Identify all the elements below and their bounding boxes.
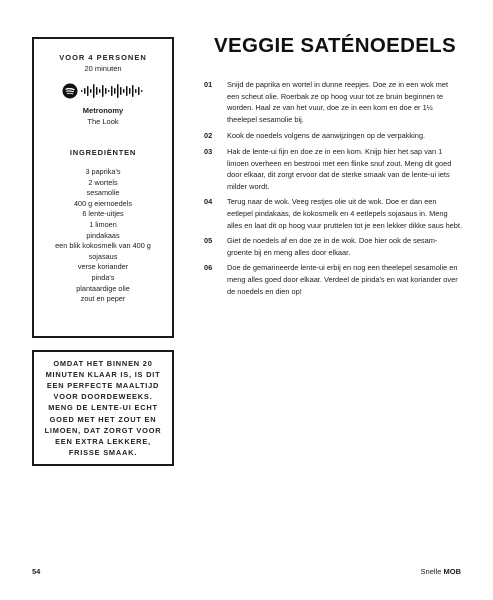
recipe-steps xyxy=(204,79,462,297)
running-footer xyxy=(421,567,461,576)
step-item xyxy=(204,235,462,258)
ingredient-item: zout en peper xyxy=(80,294,126,304)
step-text: Doe de gemarineerde lente-ui erbij en nog een theelepel sesamolie en meng alles goed door elkaar. Verdeel de pinda's en wat koriander over de noedels en dien op! xyxy=(227,263,458,296)
step-item xyxy=(204,130,462,142)
ingredient-item: pinda's xyxy=(91,272,115,282)
ingredient-item: verse koriander xyxy=(77,262,129,272)
step-item xyxy=(204,262,462,297)
cooking-time: 20 minuten xyxy=(84,64,122,73)
step-number: 03 xyxy=(204,146,213,156)
step-number: 06 xyxy=(204,263,213,273)
recipe-info-box xyxy=(32,37,174,338)
ingredient-item: 1 limoen xyxy=(89,219,117,229)
step-text: Terug naar de wok. Veeg restjes olie uit de wok. Doe er dan een eetlepel pindakaas, de kokosmelk en 4 eetlepels sojasaus in. Meng alles en laat dit op hoog vuur pruttelen tot je een lekker dikke saus hebt. xyxy=(227,197,463,230)
ingredient-item: sojasaus xyxy=(88,251,118,261)
step-text: Snijd de paprika en wortel in dunne reepjes. Doe ze in een wok met een scheut olie. Roerbak ze op hoog vuur tot ze bruin beginnen te worden. Haal ze van het vuur, doe ze in een kom en doe er 1½ theelepel sesamolie bij. xyxy=(227,80,449,124)
ingredient-item: plantaardige olie xyxy=(76,283,130,293)
ingredients-list xyxy=(34,167,172,305)
tip-quote-box xyxy=(32,350,174,466)
spotify-code-bars xyxy=(81,84,143,98)
book-title-prefix: Snelle xyxy=(420,567,442,576)
ingredient-item: 400 g eiernoedels xyxy=(73,198,132,208)
step-text: Kook de noedels volgens de aanwijzingen op de verpakking. xyxy=(227,131,426,141)
ingredient-item: pindakaas xyxy=(86,230,120,240)
servings-label: VOOR 4 PERSONEN xyxy=(59,53,147,62)
step-item xyxy=(204,196,462,231)
spotify-code[interactable] xyxy=(34,83,172,99)
ingredient-item: sesamolie xyxy=(86,188,120,198)
step-item xyxy=(204,79,462,125)
ingredient-item: een blik kokosmelk van 400 g xyxy=(55,241,151,251)
ingredient-item: 6 lente-uitjes xyxy=(82,209,124,219)
step-number: 01 xyxy=(204,80,213,89)
tip-quote-text: OMDAT HET BINNEN 20 MINUTEN KLAAR IS, IS DIT EEN PERFECTE MAALTIJD VOOR DOORDEWEEKS. MENG DE LENTE-UI ECHT GOED MET HET ZOUT EN LIMOEN, DAT ZORGT VOOR EEN EXTRA LEKKERE, FRISSE SMAAK. xyxy=(44,358,162,458)
step-number: 04 xyxy=(204,197,213,207)
step-item xyxy=(204,146,462,192)
step-text: Hak de lente-ui fijn en doe ze in een kom. Knijp hier het sap van 1 limoen overheen en bestrooi met een flinke snuf zout. Meng dit goed door elkaar, dit zorgt ervoor dat de sterke smaak van de lente-ui iets milder wordt. xyxy=(227,146,452,191)
spotify-icon xyxy=(62,83,144,99)
book-title-bold: MOB xyxy=(443,567,461,576)
step-number: 02 xyxy=(204,131,213,141)
ingredient-item: 2 wortels xyxy=(88,177,118,187)
song-artist: Metronomy xyxy=(82,106,124,115)
recipe-title: VEGGIE SATÉNOEDELS xyxy=(214,34,456,57)
song-title: The Look xyxy=(87,117,119,126)
page-number: 54 xyxy=(32,567,41,576)
step-text: Giet de noedels af en doe ze in de wok. Doe hier ook de sesam-groente bij en meng alles door elkaar. xyxy=(227,236,438,257)
step-number: 05 xyxy=(204,236,213,246)
ingredients-heading: INGREDIËNTEN xyxy=(69,148,137,157)
ingredient-item: 3 paprika's xyxy=(85,167,121,176)
